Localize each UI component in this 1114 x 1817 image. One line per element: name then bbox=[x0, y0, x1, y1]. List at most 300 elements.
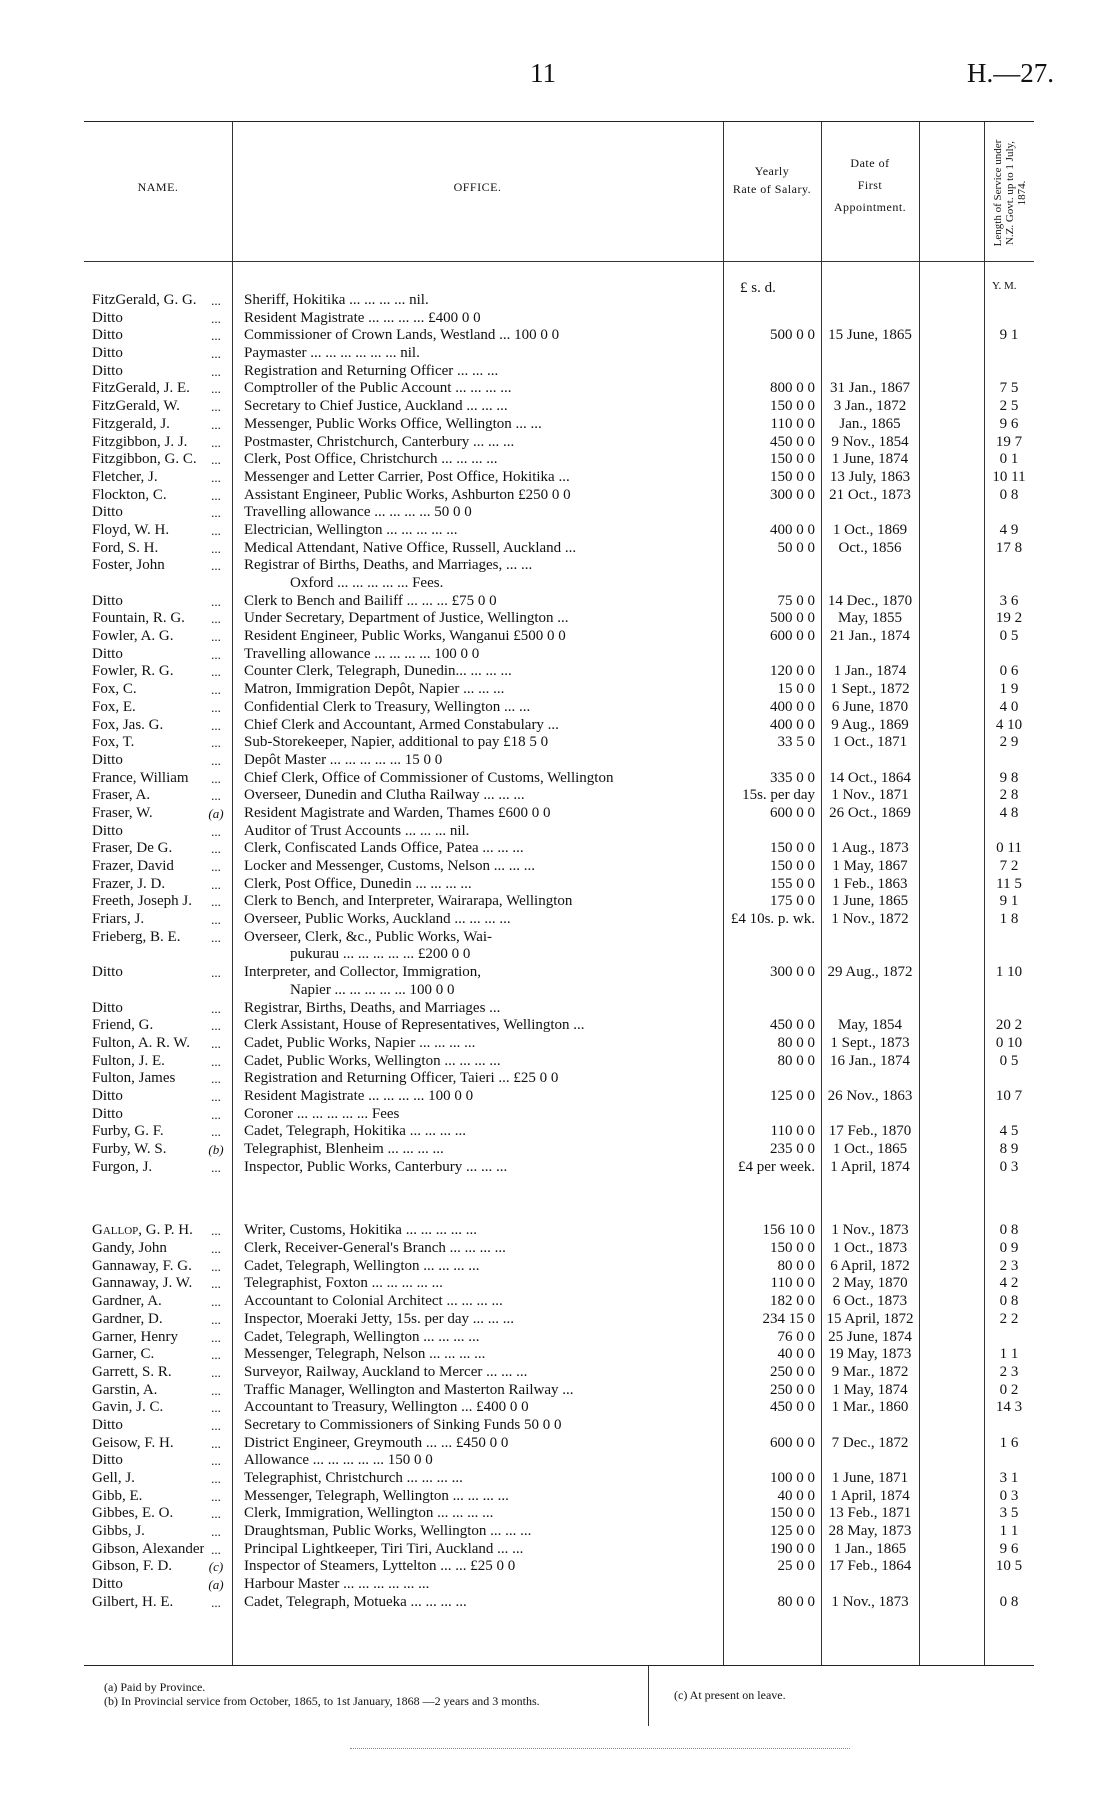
row-date: 1 May, 1874 bbox=[832, 1381, 908, 1398]
table-row bbox=[84, 1293, 1034, 1311]
row-office: Principal Lightkeeper, Tiri Tiri, Auckland ... ... bbox=[244, 1540, 524, 1557]
row-salary: 155 0 0 bbox=[770, 875, 815, 892]
row-office: Inspector, Moeraki Jetty, 15s. per day ... ... ... bbox=[244, 1310, 515, 1327]
row-name: Ditto bbox=[92, 822, 123, 839]
row-date: 28 May, 1873 bbox=[828, 1523, 912, 1540]
row-length: 0 6 bbox=[999, 663, 1019, 680]
row-length: 2 8 bbox=[999, 787, 1019, 804]
row-name: Frazer, David bbox=[92, 858, 174, 874]
row-office: District Engineer, Greymouth ... ... £450 0 0 bbox=[244, 1434, 509, 1451]
row-name: Gandy, John bbox=[92, 1240, 167, 1257]
row-leader-dots: ... bbox=[211, 593, 221, 609]
row-name: Ditto bbox=[92, 592, 123, 609]
row-date: 14 Dec., 1870 bbox=[827, 592, 913, 609]
row-salary: 600 0 0 bbox=[770, 804, 815, 821]
row-office: Overseer, Dunedin and Clutha Railway ... ... ... bbox=[244, 787, 525, 804]
row-length: 3 1 bbox=[999, 1470, 1019, 1486]
row-salary: 25 0 0 bbox=[777, 1558, 815, 1575]
row-office: Messenger, Public Works Office, Wellington ... ... bbox=[244, 415, 542, 432]
table-row bbox=[84, 1000, 1034, 1018]
table-row bbox=[84, 1470, 1034, 1488]
row-name: Geisow, F. H. bbox=[92, 1434, 174, 1451]
row-leader-dots: ... bbox=[211, 629, 221, 645]
row-length: 1 9 bbox=[999, 681, 1019, 698]
row-office: Auditor of Trust Accounts ... ... ... nil. bbox=[244, 822, 470, 839]
row-leader-dots: ... bbox=[211, 1382, 221, 1398]
row-name: Gardner, A. bbox=[92, 1293, 162, 1310]
table-row bbox=[84, 363, 1034, 381]
row-leader-dots: ... bbox=[211, 416, 221, 432]
row-office: Counter Clerk, Telegraph, Dunedin... ... ... ... bbox=[244, 663, 512, 680]
row-leader-dots: ... bbox=[211, 823, 221, 839]
row-office: Cadet, Public Works, Wellington ... ... ... ... bbox=[244, 1052, 501, 1069]
table-row bbox=[84, 840, 1034, 858]
row-length: 4 10 bbox=[995, 716, 1023, 733]
table-row bbox=[84, 646, 1034, 664]
row-length: 2 2 bbox=[999, 1310, 1019, 1327]
row-leader-dots: ... bbox=[211, 1071, 221, 1087]
row-date: 1 Jan., 1874 bbox=[833, 663, 907, 680]
row-leader-dots: ... bbox=[211, 1524, 221, 1540]
row-length: 10 5 bbox=[995, 1558, 1023, 1575]
row-date: 1 Sept., 1873 bbox=[830, 1034, 910, 1051]
row-name: Fox, C. bbox=[92, 681, 137, 698]
row-leader-dots: ... bbox=[211, 1453, 221, 1469]
row-name: Garner, C. bbox=[92, 1346, 155, 1363]
row-leader-dots: ... bbox=[211, 1594, 221, 1610]
row-name: Fulton, A. R. W. bbox=[92, 1034, 190, 1051]
row-leader-dots: ... bbox=[211, 1088, 221, 1104]
row-leader-dots: ... bbox=[211, 1471, 221, 1486]
row-length: 1 1 bbox=[999, 1523, 1019, 1540]
row-name: Fitzgibbon, G. C. bbox=[92, 451, 197, 468]
row-length: 1 1 bbox=[999, 1346, 1019, 1363]
row-salary: £4 per week. bbox=[737, 1158, 815, 1175]
table-row bbox=[84, 1346, 1034, 1364]
row-length: 10 11 bbox=[992, 468, 1026, 485]
table-row bbox=[84, 416, 1034, 434]
row-length: 9 6 bbox=[999, 415, 1019, 432]
row-name: Fulton, James bbox=[92, 1070, 176, 1087]
footnote-c: (c) At present on leave. bbox=[674, 1688, 786, 1702]
row-office: Clerk, Post Office, Dunedin ... ... ... ... bbox=[244, 875, 472, 892]
table-row bbox=[84, 434, 1034, 452]
row-name: Gilbert, H. E. bbox=[92, 1593, 174, 1610]
row-name: Ditto bbox=[92, 999, 123, 1016]
row-leader-dots: ... bbox=[211, 1053, 221, 1069]
row-leader-dots: ... bbox=[211, 611, 221, 627]
row-date: 1 Oct., 1865 bbox=[832, 1141, 908, 1157]
row-date: Oct., 1856 bbox=[838, 539, 902, 556]
row-office: Confidential Clerk to Treasury, Wellington ... ... bbox=[244, 698, 531, 715]
row-leader-dots: ... bbox=[211, 399, 221, 415]
row-salary: 150 0 0 bbox=[770, 1505, 815, 1522]
table-row bbox=[84, 1558, 1034, 1576]
row-office: Interpreter, and Collector, Immigration, bbox=[244, 964, 482, 981]
row-salary: 800 0 0 bbox=[770, 380, 815, 397]
table-row bbox=[84, 1576, 1034, 1594]
table-row bbox=[84, 823, 1034, 841]
row-leader-dots: ... bbox=[211, 912, 221, 928]
row-date: 14 Oct., 1864 bbox=[829, 769, 911, 786]
row-length: 9 1 bbox=[999, 893, 1019, 910]
row-name: Garstin, A. bbox=[92, 1381, 158, 1398]
row-date: 1 June, 1865 bbox=[831, 893, 909, 910]
table-row bbox=[84, 469, 1034, 487]
row-date: 15 April, 1872 bbox=[826, 1310, 914, 1327]
row-date: 9 Aug., 1869 bbox=[831, 716, 909, 733]
row-office: Overseer, Public Works, Auckland ... ... ... ... bbox=[244, 911, 511, 928]
row-office: Chief Clerk and Accountant, Armed Constabulary ... bbox=[244, 716, 559, 733]
row-name: Garner, Henry bbox=[92, 1328, 179, 1345]
row-length: 19 2 bbox=[995, 610, 1023, 627]
row-date: 1 Nov., 1873 bbox=[831, 1222, 909, 1239]
row-name: Ditto bbox=[92, 345, 123, 362]
row-office: Telegraphist, Blenheim ... ... ... ... bbox=[244, 1141, 444, 1157]
row-length: 11 5 bbox=[996, 875, 1022, 892]
row-leader-dots: ... bbox=[211, 540, 221, 556]
row-length: 2 9 bbox=[999, 734, 1019, 751]
row-salary: 125 0 0 bbox=[770, 1523, 815, 1540]
row-leader-dots: ... bbox=[211, 522, 221, 538]
row-name: Ditto bbox=[92, 645, 123, 662]
row-office: Inspector, Public Works, Canterbury ... ... ... bbox=[244, 1158, 508, 1175]
row-office: Sub-Storekeeper, Napier, additional to pay £18 5 0 bbox=[244, 734, 549, 751]
row-name: Floyd, W. H. bbox=[92, 521, 170, 538]
table-row bbox=[84, 1176, 1034, 1199]
row-length: 0 2 bbox=[999, 1381, 1019, 1398]
row-leader-dots: ... bbox=[211, 328, 221, 344]
row-salary: 300 0 0 bbox=[770, 486, 815, 503]
footnotes bbox=[84, 1666, 1034, 1728]
row-date: 13 July, 1863 bbox=[829, 468, 911, 485]
row-leader-dots: ... bbox=[211, 363, 221, 379]
table-row bbox=[84, 663, 1034, 681]
header-name: NAME. bbox=[137, 180, 179, 194]
row-salary: 150 0 0 bbox=[770, 840, 815, 857]
row-length: 9 8 bbox=[999, 769, 1019, 786]
row-office: Napier ... ... ... ... ... 100 0 0 bbox=[290, 981, 455, 998]
row-office: Harbour Master ... ... ... ... ... ... bbox=[244, 1576, 430, 1593]
row-salary: 400 0 0 bbox=[770, 716, 815, 733]
row-length: 10 7 bbox=[995, 1087, 1023, 1104]
row-name: Ditto bbox=[92, 964, 123, 981]
row-name: Gallop, G. P. H. bbox=[92, 1222, 193, 1239]
row-leader-dots: ... bbox=[211, 505, 221, 521]
row-length: 2 5 bbox=[999, 398, 1019, 415]
row-footnote-ref: (c) bbox=[208, 1559, 224, 1575]
row-leader-dots: ... bbox=[211, 1000, 221, 1016]
row-length: 17 8 bbox=[995, 539, 1023, 556]
table-row bbox=[84, 929, 1034, 947]
row-office: Matron, Immigration Depôt, Napier ... ... ... bbox=[244, 681, 505, 698]
table-row bbox=[84, 504, 1034, 522]
header-rule bbox=[84, 261, 1034, 262]
table-row bbox=[84, 1594, 1034, 1612]
row-leader-dots: ... bbox=[211, 770, 221, 786]
table-row bbox=[84, 787, 1034, 805]
row-length: 0 8 bbox=[999, 486, 1019, 503]
row-name: FitzGerald, W. bbox=[92, 398, 180, 415]
table-row bbox=[84, 540, 1034, 558]
table-row bbox=[84, 717, 1034, 735]
table-row bbox=[84, 1159, 1034, 1177]
row-leader-dots: ... bbox=[211, 788, 221, 804]
row-office: Resident Magistrate ... ... ... ... £400 0 0 bbox=[244, 309, 481, 326]
row-length: 0 5 bbox=[999, 628, 1019, 645]
row-date: 1 Nov., 1873 bbox=[831, 1593, 909, 1610]
row-office: Electrician, Wellington ... ... ... ... ... bbox=[244, 521, 458, 538]
row-name: Gannaway, J. W. bbox=[92, 1275, 193, 1292]
row-leader-dots: ... bbox=[211, 682, 221, 698]
row-salary: 190 0 0 bbox=[770, 1540, 815, 1557]
row-length: 20 2 bbox=[995, 1017, 1023, 1034]
row-leader-dots: ... bbox=[211, 293, 221, 308]
row-office: Clerk, Post Office, Christchurch ... ... ... ... bbox=[244, 451, 498, 468]
row-leader-dots: ... bbox=[211, 487, 221, 503]
row-office: Depôt Master ... ... ... ... ... 15 0 0 bbox=[244, 751, 443, 768]
row-office: Telegraphist, Foxton ... ... ... ... ... bbox=[244, 1275, 443, 1292]
row-salary: 110 0 0 bbox=[770, 415, 815, 432]
row-salary: 400 0 0 bbox=[770, 521, 815, 538]
table-row bbox=[84, 734, 1034, 752]
row-leader-dots: ... bbox=[211, 1241, 221, 1257]
row-date: 1 Jan., 1865 bbox=[833, 1540, 907, 1557]
table-row bbox=[84, 858, 1034, 876]
table-row bbox=[84, 1106, 1034, 1124]
row-date: 1 Sept., 1872 bbox=[830, 681, 910, 698]
row-length: 0 8 bbox=[999, 1293, 1019, 1310]
row-date: 31 Jan., 1867 bbox=[830, 380, 910, 397]
table-row bbox=[84, 628, 1034, 646]
table-row bbox=[84, 575, 1034, 593]
table-row bbox=[84, 752, 1034, 770]
row-office: pukurau ... ... ... ... ... £200 0 0 bbox=[290, 946, 471, 963]
row-office: Registrar of Births, Deaths, and Marriages, ... ... bbox=[244, 557, 533, 574]
row-office: Cadet, Telegraph, Hokitika ... ... ... ... bbox=[244, 1123, 466, 1140]
row-office: Inspector of Steamers, Lyttelton ... ... £25 0 0 bbox=[244, 1558, 516, 1575]
row-name: France, William bbox=[92, 769, 189, 786]
row-salary: 15s. per day bbox=[742, 787, 815, 804]
row-date: 29 Aug., 1872 bbox=[827, 964, 913, 981]
row-name: Ditto bbox=[92, 751, 123, 768]
row-leader-dots: ... bbox=[211, 1435, 221, 1451]
header-length: Length of Service under N.Z. Govt. up to 1 July, 1874. bbox=[992, 139, 1028, 246]
row-leader-dots: ... bbox=[211, 1018, 221, 1034]
table-row bbox=[84, 699, 1034, 717]
row-office: Messenger, Telegraph, Nelson ... ... ... ... bbox=[244, 1346, 486, 1363]
row-length: 0 1 bbox=[999, 451, 1019, 468]
row-salary: 80 0 0 bbox=[777, 1052, 815, 1069]
row-name: Gibbes, E. O. bbox=[92, 1505, 174, 1522]
row-office: Oxford ... ... ... ... ... Fees. bbox=[290, 575, 444, 591]
row-name: Gibson, Alexander bbox=[92, 1540, 204, 1557]
row-salary: 125 0 0 bbox=[770, 1087, 815, 1104]
row-salary: 15 0 0 bbox=[777, 681, 815, 698]
row-date: 1 April, 1874 bbox=[830, 1487, 910, 1504]
row-date: 9 Nov., 1854 bbox=[831, 433, 909, 450]
row-date: 1 April, 1874 bbox=[830, 1158, 910, 1175]
table-row bbox=[84, 522, 1034, 540]
row-office: Coroner ... ... ... ... ... Fees bbox=[244, 1105, 400, 1122]
row-office: Under Secretary, Department of Justice, Wellington ... bbox=[244, 610, 569, 627]
row-office: Cadet, Public Works, Napier ... ... ... ... bbox=[244, 1034, 476, 1051]
table-row bbox=[84, 610, 1034, 628]
row-name: Furby, W. S. bbox=[92, 1141, 167, 1157]
row-length: 0 5 bbox=[999, 1052, 1019, 1069]
table-row bbox=[84, 1222, 1034, 1240]
table-row bbox=[84, 1488, 1034, 1506]
row-name: Gell, J. bbox=[92, 1470, 135, 1486]
row-leader-dots: ... bbox=[211, 381, 221, 397]
row-leader-dots: ... bbox=[211, 752, 221, 768]
table-row bbox=[84, 964, 1034, 982]
row-name: Ditto bbox=[92, 1452, 123, 1469]
row-length: 0 10 bbox=[995, 1034, 1023, 1051]
row-date: 19 May, 1873 bbox=[828, 1346, 912, 1363]
row-length: 0 8 bbox=[999, 1222, 1019, 1239]
row-leader-dots: ... bbox=[211, 717, 221, 733]
row-name: Fraser, W. bbox=[92, 804, 153, 821]
row-length: 7 5 bbox=[999, 380, 1019, 397]
row-leader-dots: ... bbox=[211, 1258, 221, 1274]
row-salary: 250 0 0 bbox=[770, 1381, 815, 1398]
row-office: Clerk, Receiver-General's Branch ... ... ... ... bbox=[244, 1240, 506, 1257]
row-name: Fletcher, J. bbox=[92, 468, 158, 485]
table-row bbox=[84, 893, 1034, 911]
footnote-b: (b) In Provincial service from October, 1865, to 1st January, 1868 —2 years and 3 months. bbox=[104, 1694, 540, 1708]
row-date: 1 June, 1874 bbox=[831, 451, 909, 468]
footnote-left bbox=[104, 1680, 574, 1708]
row-name: Fox, Jas. G. bbox=[92, 716, 164, 733]
table-row bbox=[84, 1523, 1034, 1541]
table-row bbox=[84, 805, 1034, 823]
table-row bbox=[84, 380, 1034, 398]
row-office: Messenger, Telegraph, Wellington ... ... ... ... bbox=[244, 1487, 509, 1504]
row-salary: 600 0 0 bbox=[770, 628, 815, 645]
row-length: 2 3 bbox=[999, 1363, 1019, 1380]
row-footnote-ref: (b) bbox=[208, 1142, 224, 1157]
table-row bbox=[84, 327, 1034, 345]
row-length: 14 3 bbox=[995, 1399, 1023, 1416]
row-office: Resident Engineer, Public Works, Wanganui £500 0 0 bbox=[244, 628, 566, 645]
row-office: Commissioner of Crown Lands, Westland ... 100 0 0 bbox=[244, 327, 560, 344]
table-row bbox=[84, 1311, 1034, 1329]
row-salary: 100 0 0 bbox=[770, 1470, 815, 1486]
table-row bbox=[84, 1505, 1034, 1523]
row-office: Registration and Returning Officer, Taieri ... £25 0 0 bbox=[244, 1070, 559, 1087]
row-name: Freeth, Joseph J. bbox=[92, 893, 192, 910]
table-row bbox=[84, 398, 1034, 416]
row-salary: 182 0 0 bbox=[770, 1293, 815, 1310]
row-office: Clerk, Confiscated Lands Office, Patea ... ... ... bbox=[244, 840, 524, 857]
row-office: Paymaster ... ... ... ... ... ... nil. bbox=[244, 345, 420, 362]
row-name: Ditto bbox=[92, 504, 123, 521]
units-length: Y. M. bbox=[992, 280, 1017, 292]
row-leader-dots: ... bbox=[211, 469, 221, 485]
row-salary: 80 0 0 bbox=[777, 1257, 815, 1274]
row-salary: 600 0 0 bbox=[770, 1434, 815, 1451]
row-date: 6 April, 1872 bbox=[830, 1257, 910, 1274]
row-salary: 450 0 0 bbox=[770, 1017, 815, 1034]
row-date: 17 Feb., 1864 bbox=[828, 1558, 912, 1575]
table-row bbox=[84, 1258, 1034, 1276]
row-name: Ditto bbox=[92, 362, 123, 379]
row-name: Frazer, J. D. bbox=[92, 875, 166, 892]
row-name: Fox, E. bbox=[92, 698, 136, 715]
row-date: May, 1855 bbox=[837, 610, 903, 627]
row-date: 1 Oct., 1869 bbox=[832, 521, 908, 538]
row-date: 1 Mar., 1860 bbox=[831, 1399, 909, 1416]
row-leader-dots: ... bbox=[211, 664, 221, 680]
row-leader-dots: ... bbox=[211, 735, 221, 751]
row-length: 0 9 bbox=[999, 1240, 1019, 1257]
row-date: 2 May, 1870 bbox=[832, 1275, 908, 1292]
row-office: Secretary to Chief Justice, Auckland ... ... ... bbox=[244, 398, 508, 415]
row-office: Overseer, Clerk, &c., Public Works, Wai- bbox=[244, 928, 493, 945]
row-length: 4 8 bbox=[999, 804, 1019, 821]
row-leader-dots: ... bbox=[211, 1106, 221, 1122]
row-leader-dots: ... bbox=[211, 1347, 221, 1363]
row-name: Garrett, S. R. bbox=[92, 1363, 172, 1380]
row-name: Friars, J. bbox=[92, 911, 145, 928]
table-row bbox=[84, 911, 1034, 929]
row-salary: 150 0 0 bbox=[770, 451, 815, 468]
row-date: 1 Nov., 1872 bbox=[831, 911, 909, 928]
row-length: 3 5 bbox=[999, 1505, 1019, 1522]
table-row bbox=[84, 770, 1034, 788]
bottom-rule bbox=[350, 1748, 850, 1749]
row-salary: 33 5 0 bbox=[777, 734, 815, 751]
table-row bbox=[84, 1053, 1034, 1071]
footnote-a: (a) Paid by Province. bbox=[104, 1680, 206, 1694]
table-row bbox=[84, 1275, 1034, 1293]
row-salary: 250 0 0 bbox=[770, 1363, 815, 1380]
table-row bbox=[84, 1399, 1034, 1417]
row-length: 0 3 bbox=[999, 1158, 1019, 1175]
row-office: Assistant Engineer, Public Works, Ashburton £250 0 0 bbox=[244, 486, 571, 503]
row-salary: 234 15 0 bbox=[762, 1310, 815, 1327]
row-leader-dots: ... bbox=[211, 841, 221, 857]
row-name: Fraser, De G. bbox=[92, 840, 173, 857]
row-name: Ditto bbox=[92, 1416, 123, 1433]
page-number: 11 bbox=[530, 58, 556, 88]
header-office: OFFICE. bbox=[453, 180, 502, 194]
row-length: 0 3 bbox=[999, 1487, 1019, 1504]
row-date: 21 Jan., 1874 bbox=[830, 628, 910, 645]
row-name: Gardner, D. bbox=[92, 1310, 163, 1327]
row-salary: 150 0 0 bbox=[770, 1240, 815, 1257]
row-date: 3 Jan., 1872 bbox=[833, 398, 907, 415]
row-length: 1 8 bbox=[999, 911, 1019, 928]
row-name: Furby, G. F. bbox=[92, 1123, 164, 1140]
row-date: 21 Oct., 1873 bbox=[829, 486, 911, 503]
row-name: Fowler, R. G. bbox=[92, 663, 174, 680]
table-row bbox=[84, 1364, 1034, 1382]
row-leader-dots: ... bbox=[211, 452, 221, 468]
table-row bbox=[84, 1329, 1034, 1347]
row-leader-dots: ... bbox=[211, 1311, 221, 1327]
row-leader-dots: ... bbox=[211, 1541, 221, 1557]
row-name: Ford, S. H. bbox=[92, 539, 159, 556]
row-office: Allowance ... ... ... ... ... 150 0 0 bbox=[244, 1452, 433, 1469]
row-office: Writer, Customs, Hokitika ... ... ... ... ... bbox=[244, 1222, 477, 1239]
table-row bbox=[84, 345, 1034, 363]
row-length: 4 9 bbox=[999, 521, 1019, 538]
row-leader-dots: ... bbox=[211, 1159, 221, 1175]
row-salary: 40 0 0 bbox=[777, 1346, 815, 1363]
row-name: Friend, G. bbox=[92, 1017, 154, 1034]
